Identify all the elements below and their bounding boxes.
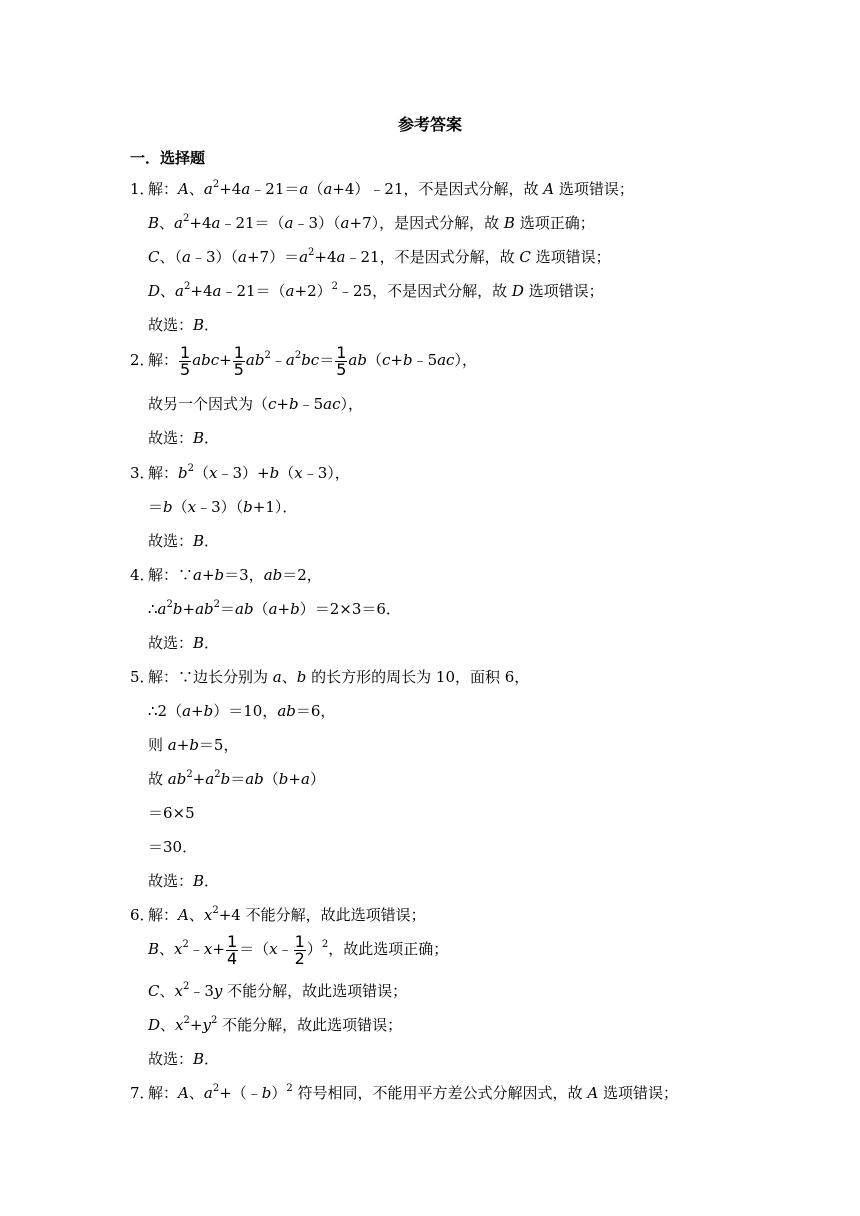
q2-line-1: 解： $\frac{1}{5}$ abc+ $\frac{1}{5}$ $ab^2﹣a^2bc=$ $\frac{1}{5}$ ab（c+b﹣5ac）， (148, 342, 477, 379)
page-title: 参考答案 (397, 115, 462, 134)
q5-line-5: ＝6×5 (148, 804, 195, 822)
q4-number: 4． (130, 566, 155, 584)
q3-line-2: ＝b（x﹣3）（b+1）． (148, 498, 298, 516)
q7-line-1: 解：A、$a^2+(﹣b)^2$ 符号相同，不能用平方差公式分解因式，故 A 选项错误； (148, 1083, 678, 1102)
q2-line-2: 故另一个因式为（c+b﹣5ac）， (148, 395, 364, 413)
q5-line-4: 故 $ab^2+a^2b=ab(b+a)$ (148, 769, 325, 788)
q1-line-3: C、$(a﹣3)(a+7)=a^2+4a﹣21$，不是因式分解，故 C 选项错误； (148, 247, 611, 266)
q3-number: 3． (130, 464, 155, 482)
q1-line-4: D、$a^2+4a﹣21=(a+2)^2﹣25$，不是因式分解，故 D 选项错误； (148, 281, 604, 300)
q6-line-3: C、$x^2﹣3y$ 不能分解，故此选项错误； (148, 981, 408, 1000)
q6-line-5: 故选：B． (148, 1050, 220, 1068)
q1-number: 1． (130, 180, 155, 198)
q5-number: 5． (130, 668, 155, 686)
q5-line-2: ∴2（a+b）＝10，ab＝6， (148, 702, 336, 720)
q4-line-3: 故选：B． (148, 634, 220, 652)
q3-line-1: 解：$b^2(x﹣3)+b(x﹣3)$， (148, 463, 350, 482)
fraction-one-fifth: $\frac{1}{5}$ (233, 342, 244, 379)
q3-line-3: 故选：B． (148, 532, 220, 550)
q6-number: 6． (130, 906, 155, 924)
q1-line-2: B、$a^2+4a﹣21=(a﹣3)(a+7)$，是因式分解，故 B 选项正确； (148, 213, 595, 232)
q6-line-1: 解：A、$x^2+4$ 不能分解，故此选项错误； (148, 905, 426, 924)
q7-number: 7． (130, 1084, 155, 1102)
q4-line-1: 解：∵a+b＝3，ab＝2， (148, 566, 322, 584)
fraction-one-fifth: $\frac{1}{5}$ (180, 342, 191, 379)
q5-line-7: 故选：B． (148, 872, 220, 890)
fraction-one-half: $\frac{1}{2}$ (294, 931, 305, 968)
section-heading: 一．选择题 (130, 149, 206, 167)
q5-line-1: 解：∵边长分别为 a、b 的长方形的周长为 10，面积 6， (148, 668, 530, 686)
q2-line-3: 故选：B． (148, 429, 220, 447)
fraction-one-quarter: $\frac{1}{4}$ (226, 931, 238, 968)
q1-line-1: 解：A、$a^2+4a﹣21=a(a+4)﹣21$，不是因式分解，故 A 选项错误； (148, 179, 634, 198)
q6-line-4: D、$x^2+y^2$ 不能分解，故此选项错误； (148, 1015, 403, 1034)
q5-line-6: ＝30． (148, 838, 198, 856)
q6-line-2: B、$x^2﹣x+$ $\frac{1}{4}$ ＝（x﹣ $\frac{1}{2}$ ）$^2$，故此选项正确； (148, 931, 449, 968)
q4-line-2: $\therefore a^2b+ab^2=ab(a+b)=2\times 3=6$． (148, 599, 401, 618)
q1-line-5: 故选：B． (148, 316, 220, 334)
fraction-one-fifth: $\frac{1}{5}$ (336, 342, 347, 379)
q5-line-3: 则 a+b＝5， (148, 736, 239, 754)
q2-number: 2． (130, 351, 155, 369)
